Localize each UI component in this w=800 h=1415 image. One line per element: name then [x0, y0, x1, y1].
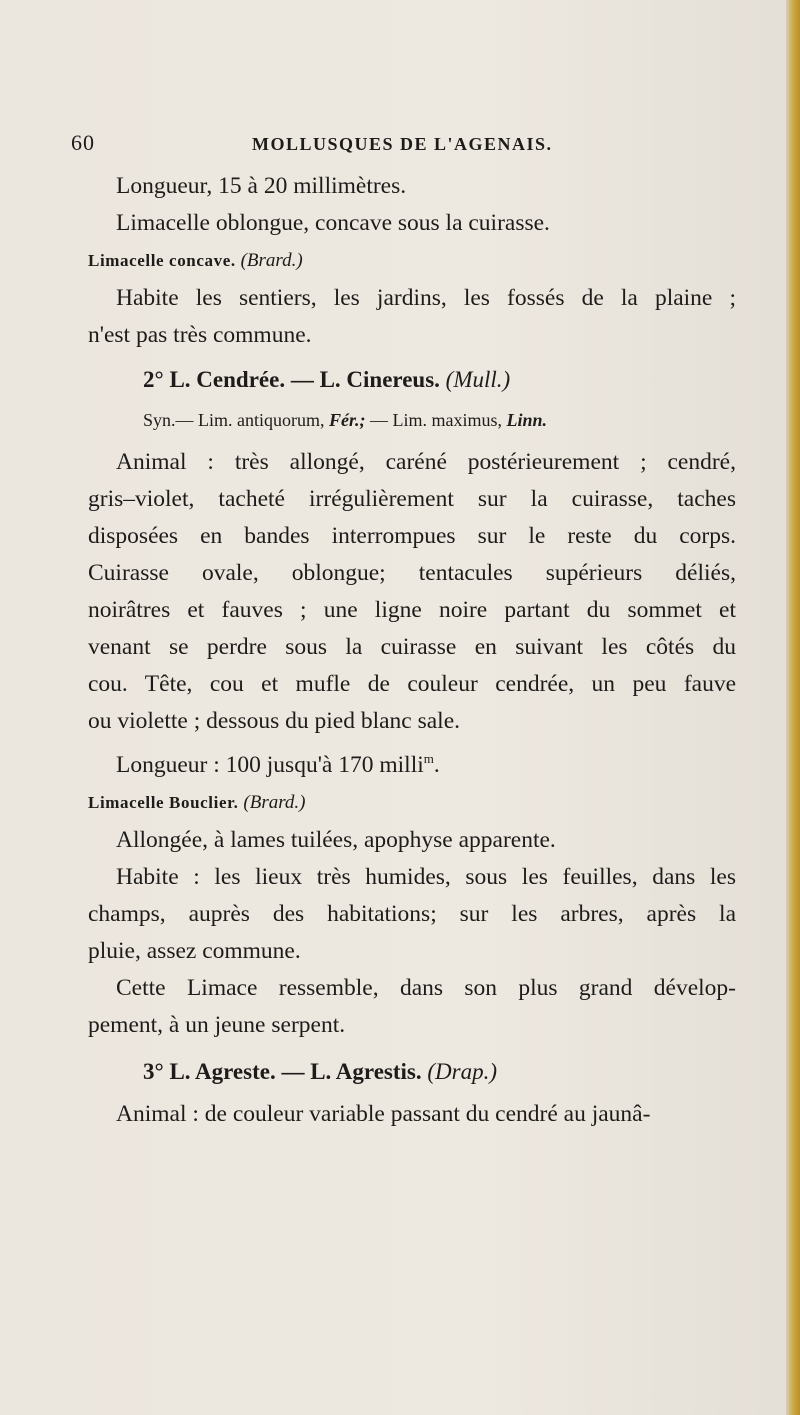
text-line: disposées en bandes interrompues sur le reste du corps.: [88, 523, 736, 549]
text-line: Habite les sentiers, les jardins, les fossés de la plaine ;: [116, 285, 736, 311]
entry-heading: [88, 784, 736, 822]
length-line: [88, 740, 736, 784]
text-line: pement, à un jeune serpent.: [88, 1011, 346, 1038]
text-line: Cuirasse ovale, oblongue; tentacules supérieurs déliés,: [88, 560, 736, 586]
text-line: Animal : de couleur variable passant du cendré au jaunâ-: [116, 1100, 651, 1127]
species-dash: —: [281, 1058, 305, 1084]
entry-author: (Brard.): [240, 250, 303, 271]
page-number: 60: [71, 130, 95, 155]
text-line: champs, auprès des habitations; sur les arbres, après la: [88, 900, 736, 927]
species-dash: —: [290, 367, 314, 392]
species-number: 2°: [143, 367, 164, 392]
page-edge: [786, 0, 800, 1415]
text-line: Habite : les lieux très humides, sous les feuilles, dans les: [116, 863, 736, 890]
text-line: Animal : très allongé, caréné postérieurement ; cendré,: [116, 449, 736, 475]
syn-prefix: Syn.— Lim. antiquorum,: [143, 410, 325, 430]
text-line: Cette Limace ressemble, dans son plus grand dévelop-: [116, 974, 736, 1001]
text-line: noirâtres et fauves ; une ligne noire partant du sommet et: [88, 597, 736, 623]
syn-mid: — Lim. maximus,: [370, 410, 503, 430]
species-heading: [88, 1052, 736, 1092]
synonymy: [88, 400, 736, 440]
text-line: gris–violet, tacheté irrégulièrement sur la cuirasse, taches: [88, 486, 736, 512]
text-line: cou. Tête, cou et mufle de couleur cendrée, un peu fauve: [88, 671, 736, 697]
text-line: Allongée, à lames tuilées, apophyse apparente.: [116, 826, 556, 853]
running-head: MOLLUSQUES DE L'AGENAIS.: [252, 134, 553, 154]
syn-author-1: Fér.;: [329, 410, 366, 430]
text-line: Limacelle oblongue, concave sous la cuirasse.: [116, 210, 550, 236]
entry-name: Limacelle concave.: [88, 251, 236, 270]
text-line: pluie, assez commune.: [88, 937, 301, 964]
text-line: venant se perdre sous la cuirasse en suivant les côtés du: [88, 634, 736, 660]
text-line: Longueur, 15 à 20 millimètres.: [116, 173, 407, 199]
species-number: 3°: [143, 1058, 164, 1084]
page-header: [0, 130, 800, 160]
species-heading: [88, 360, 736, 400]
text-line: n'est pas très commune.: [88, 322, 312, 348]
length-end: .: [433, 751, 440, 778]
entry-author: (Brard.): [243, 791, 306, 813]
page-body: [88, 168, 736, 1133]
entry-heading: [88, 242, 736, 280]
species-author: (Drap.): [427, 1058, 497, 1084]
length-text: Longueur : 100 jusqu'à 170 milli: [116, 751, 424, 778]
species-name-fr: L. Cendrée.: [169, 367, 286, 392]
text-line: ou violette ; dessous du pied blanc sale.: [88, 708, 461, 734]
species-name-fr: L. Agreste.: [169, 1058, 276, 1084]
species-name-la: L. Cinereus.: [319, 367, 440, 392]
species-name-la: L. Agrestis.: [310, 1058, 422, 1084]
species-author: (Mull.): [445, 367, 511, 392]
entry-name: Limacelle Bouclier.: [88, 792, 239, 812]
syn-author-2: Linn.: [506, 410, 548, 430]
length-sup: m: [423, 751, 434, 766]
